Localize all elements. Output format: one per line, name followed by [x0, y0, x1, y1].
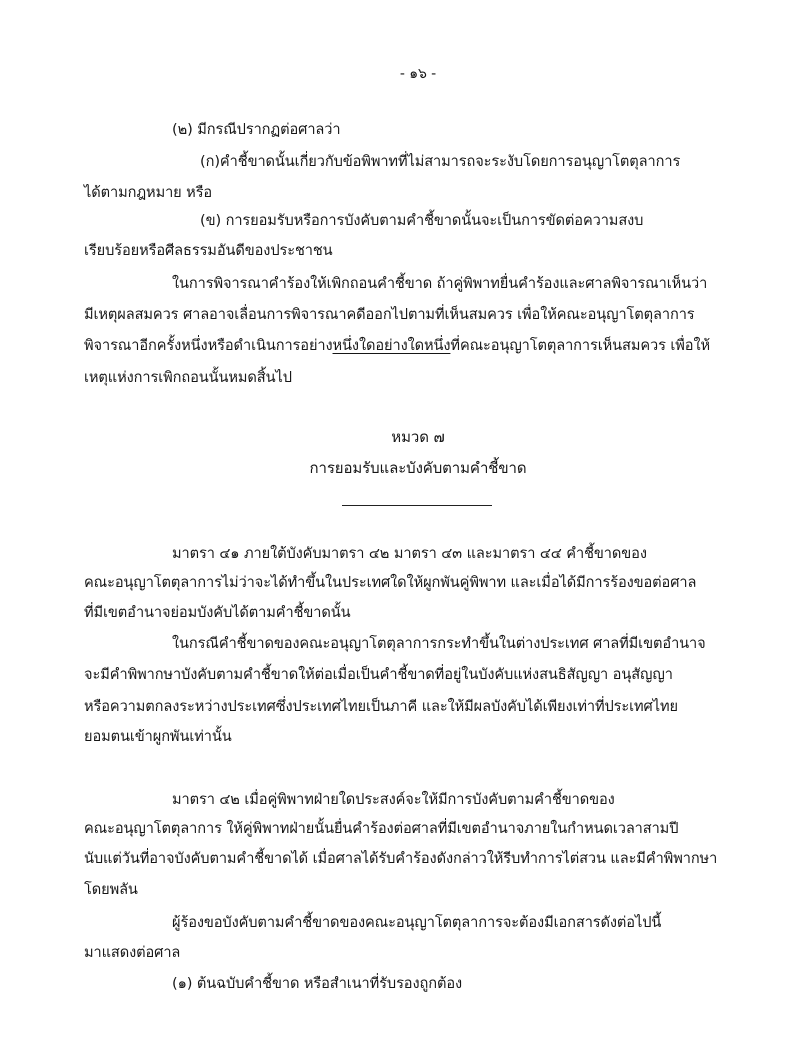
section-42-line-3: นับแต่วันที่อาจบังคับตามคำชี้ขาดได้ เมื่อศาลได้รับคำร้องดังกล่าวให้รีบทำการไต่สวน และมีคำพิพากษา: [84, 850, 718, 867]
item-2-intro: (๒) มีกรณีปรากฏต่อศาลว่า: [172, 121, 341, 138]
section-41-line-4: ในกรณีคำชี้ขาดของคณะอนุญาโตตุลาการกระทำขึ้นในต่างประเทศ ศาลที่มีเขตอำนาจ: [172, 635, 706, 652]
section-41-line-1: มาตรา ๔๑ ภายใต้บังคับมาตรา ๔๒ มาตรา ๔๓ และมาตรา ๔๔ คำชี้ขาดของ: [172, 545, 647, 562]
section-42-line-1: มาตรา ๔๒ เมื่อคู่พิพาทฝ่ายใดประสงค์จะให้มีการบังคับตามคำชี้ขาดของ: [172, 791, 615, 808]
item-a-line-2: ได้ตามกฎหมาย หรือ: [84, 184, 213, 201]
item-b-line-1: (ข) การยอมรับหรือการบังคับตามคำชี้ขาดนั้นจะเป็นการขัดต่อความสงบ: [200, 212, 644, 229]
section-41-line-2: คณะอนุญาโตตุลาการไม่ว่าจะได้ทำขึ้นในประเทศใดให้ผูกพันคู่พิพาท และเมื่อได้มีการร้องขอต่อศาล: [84, 574, 697, 591]
section-42-line-2: คณะอนุญาโตตุลาการ ให้คู่พิพาทฝ่ายนั้นยื่นคำร้องต่อศาลที่มีเขตอำนาจภายในกำหนดเวลาสามปี: [84, 820, 679, 837]
item-b-line-2: เรียบร้อยหรือศีลธรรมอันดีของประชาชน: [84, 242, 333, 259]
section-42-line-5: ผู้ร้องขอบังคับตามคำชี้ขาดของคณะอนุญาโตตุลาการจะต้องมีเอกสารดังต่อไปนี้: [172, 914, 662, 931]
paragraph-line-4: เหตุแห่งการเพิกถอนนั้นหมดสิ้นไป: [84, 369, 292, 386]
chapter-subtitle: การยอมรับและบังคับตามคำชี้ขาด: [309, 459, 527, 477]
paragraph-line-3-end: ที่คณะอนุญาโตตุลาการเห็นสมควร เพื่อให้: [450, 337, 711, 354]
section-41-line-3: ที่มีเขตอำนาจย่อมบังคับได้ตามคำชี้ขาดนั้น: [84, 604, 351, 621]
section-42-line-7: (๑) ต้นฉบับคำชี้ขาด หรือสำเนาที่รับรองถูกต้อง: [172, 975, 463, 992]
item-a-line-1: (ก)คำชี้ขาดนั้นเกี่ยวกับข้อพิพาทที่ไม่สามารถจะระงับโดยการอนุญาโตตุลาการ: [200, 153, 681, 170]
section-41-line-7: ยอมตนเข้าผูกพันเท่านั้น: [84, 728, 232, 745]
section-41-line-5: จะมีคำพิพากษาบังคับตามคำชี้ขาดให้ต่อเมื่อเป็นคำชี้ขาดที่อยู่ในบังคับแห่งสนธิสัญญา อนุสัญญา: [84, 666, 673, 683]
paragraph-line-1: ในการพิจารณาคำร้องให้เพิกถอนคำชี้ขาด ถ้าคู่พิพาทยื่นคำร้องและศาลพิจารณาเห็นว่า: [172, 275, 708, 292]
section-42-line-4: โดยพลัน: [84, 881, 138, 898]
paragraph-line-3: [84, 336, 710, 356]
section-42-line-6: มาแสดงต่อศาล: [84, 944, 181, 961]
chapter-title: หมวด ๗: [391, 428, 445, 446]
section-41-line-6: หรือความตกลงระหว่างประเทศซึ่งประเทศไทยเป็นภาคี และให้มีผลบังคับได้เพียงเท่าที่ประเทศไทย: [84, 698, 678, 715]
paragraph-line-2: มีเหตุผลสมควร ศาลอาจเลื่อนการพิจารณาคดีออกไปตามที่เห็นสมควร เพื่อให้คณะอนุญาโตตุลาการ: [84, 306, 695, 323]
underlined-amendment: หนึ่งใดอย่างใดหนึ่ง: [332, 337, 451, 354]
paragraph-line-3-start: พิจารณาอีกครั้งหนึ่งหรือดำเนินการอย่าง: [84, 337, 333, 354]
heading-divider: [342, 505, 492, 506]
page-number: - ๑๖ -: [399, 66, 437, 82]
